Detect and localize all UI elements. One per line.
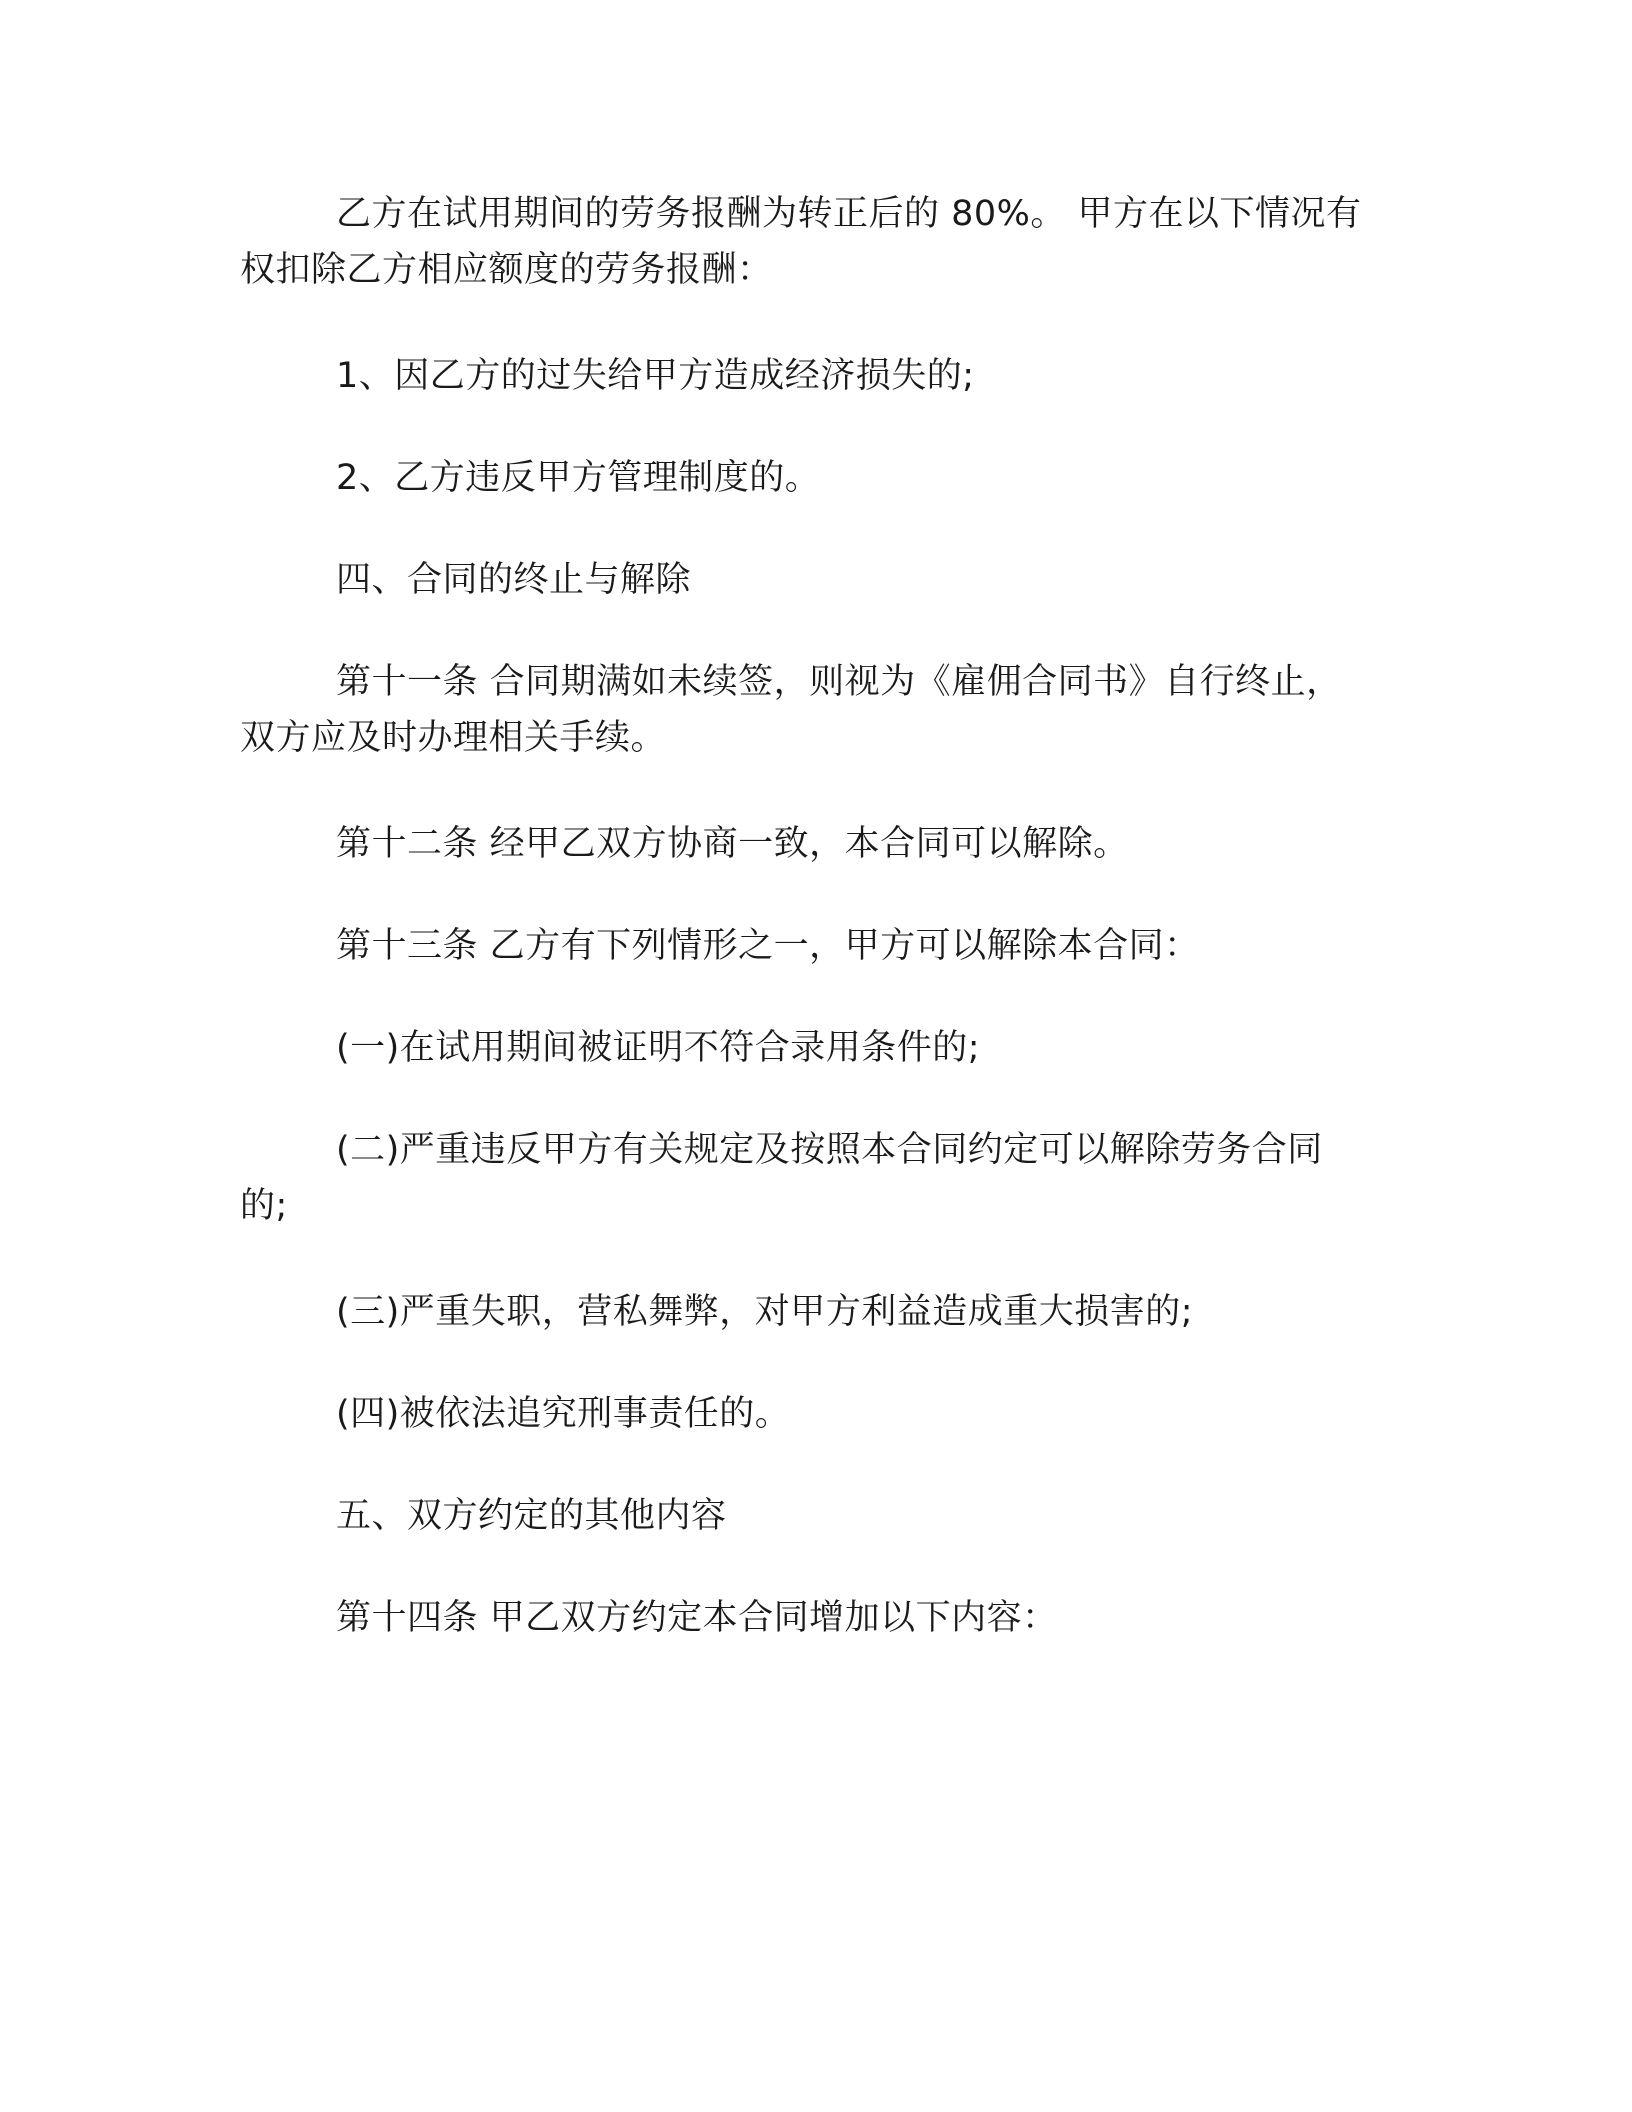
paragraph-item-1: 1、因乙方的过失给甲方造成经济损失的; xyxy=(336,356,975,396)
section-heading-termination: 四、合同的终止与解除 xyxy=(336,560,692,600)
article-13-clause-2: (二)严重违反甲方有关规定及按照本合同约定可以解除劳务合同的; xyxy=(240,1130,1323,1226)
article-13: 第十三条 乙方有下列情形之一，甲方可以解除本合同： xyxy=(336,926,1200,966)
article-11: 第十一条 合同期满如未续签，则视为《雇佣合同书》自行终止，双方应及时办理相关手续。 xyxy=(240,662,1342,758)
paragraph-item-2: 2、乙方违反甲方管理制度的。 xyxy=(336,458,821,498)
article-13-clause-4: (四)被依法追究刑事责任的。 xyxy=(336,1394,791,1434)
paragraph-probation-pay: 乙方在试用期间的劳务报酬为转正后的 80%。 甲方在以下情况有权扣除乙方相应额度的劳务报酬： xyxy=(240,194,1362,290)
section-heading-other-terms: 五、双方约定的其他内容 xyxy=(336,1496,727,1536)
document-body xyxy=(240,190,1370,1696)
article-12: 第十二条 经甲乙双方协商一致，本合同可以解除。 xyxy=(336,824,1129,864)
article-13-clause-1: (一)在试用期间被证明不符合录用条件的; xyxy=(336,1028,981,1068)
article-13-clause-3: (三)严重失职，营私舞弊，对甲方利益造成重大损害的; xyxy=(336,1292,1194,1332)
article-14: 第十四条 甲乙双方约定本合同增加以下内容： xyxy=(336,1598,1058,1638)
